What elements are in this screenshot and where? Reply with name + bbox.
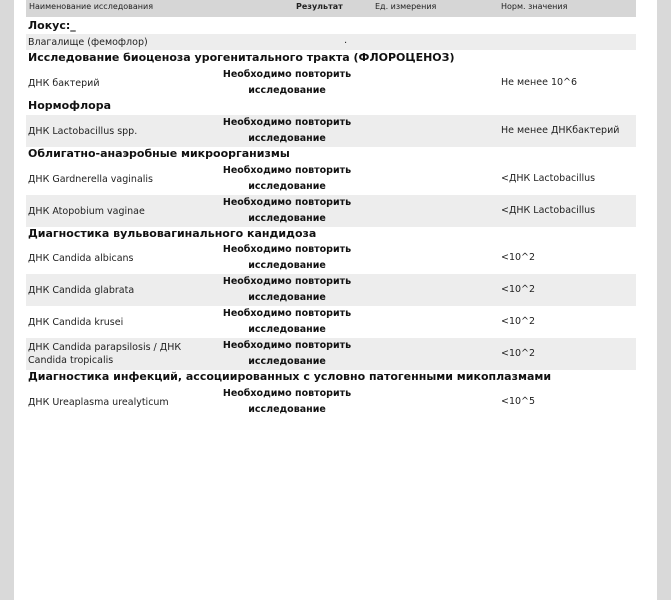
locus-row bbox=[26, 34, 636, 50]
row-norm: <ДНК Lactobacillus bbox=[501, 205, 596, 216]
row-result-line2: исследование bbox=[248, 404, 326, 415]
header-name-column: Наименование исследования bbox=[29, 2, 154, 11]
row-name: ДНК Lactobacillus spp. bbox=[28, 126, 138, 137]
row-result bbox=[210, 386, 364, 418]
section-mycoplasma: Диагностика инфекций, ассоциированных с условно патогенными микоплазмами bbox=[28, 370, 552, 383]
section-normoflora: Нормофлора bbox=[28, 99, 112, 112]
locus-label: Локус:_ bbox=[28, 19, 76, 32]
row-result-line1: Необходимо повторить bbox=[222, 117, 352, 128]
row-result-line1: Необходимо повторить bbox=[222, 69, 352, 80]
row-name-line1: ДНК Candida parapsilosis / ДНК bbox=[28, 342, 182, 353]
table-row bbox=[26, 115, 636, 147]
row-name: ДНК Gardnerella vaginalis bbox=[28, 174, 153, 185]
row-norm: <10^2 bbox=[501, 348, 536, 359]
row-result-line1: Необходимо повторить bbox=[222, 165, 352, 176]
row-norm: <10^2 bbox=[501, 284, 536, 295]
header-result-column: Результат bbox=[296, 2, 343, 11]
row-result-line1: Необходимо повторить bbox=[222, 197, 352, 208]
row-result-line2: исследование bbox=[248, 213, 326, 224]
section-biocenosis: Исследование биоценоза урогенитального тракта (ФЛОРОЦЕНОЗ) bbox=[28, 51, 455, 64]
table-row bbox=[26, 306, 636, 338]
row-name: ДНК Ureaplasma urealyticum bbox=[28, 397, 169, 408]
row-norm: Не менее ДНКбактерий bbox=[501, 125, 620, 136]
row-result-line1: Необходимо повторить bbox=[222, 388, 352, 399]
row-result bbox=[210, 163, 364, 195]
row-result-line1: Необходимо повторить bbox=[222, 340, 352, 351]
table-row bbox=[26, 67, 636, 99]
row-result bbox=[210, 306, 364, 338]
row-name: ДНК Candida albicans bbox=[28, 253, 134, 264]
row-name: ДНК Atopobium vaginae bbox=[28, 206, 145, 217]
row-result bbox=[210, 274, 364, 306]
row-result bbox=[210, 67, 364, 99]
row-result-line2: исследование bbox=[248, 85, 326, 96]
locus-result: . bbox=[344, 35, 348, 46]
row-result-line1: Необходимо повторить bbox=[222, 244, 352, 255]
row-result bbox=[210, 242, 364, 274]
row-name: ДНК бактерий bbox=[28, 78, 100, 89]
locus-value: Влагалище (фемофлор) bbox=[28, 37, 148, 48]
row-result bbox=[210, 338, 364, 370]
row-name bbox=[28, 341, 181, 367]
header-unit-column: Ед. измерения bbox=[375, 2, 437, 11]
table-row bbox=[26, 338, 636, 370]
row-result-line2: исследование bbox=[248, 356, 326, 367]
row-norm: <10^2 bbox=[501, 316, 536, 327]
row-norm: <ДНК Lactobacillus bbox=[501, 173, 596, 184]
table-row bbox=[26, 195, 636, 227]
row-result bbox=[210, 115, 364, 147]
row-norm: <10^2 bbox=[501, 252, 536, 263]
table-header bbox=[26, 0, 636, 17]
row-name: ДНК Candida glabrata bbox=[28, 285, 135, 296]
table-row bbox=[26, 242, 636, 274]
table-row bbox=[26, 163, 636, 195]
row-norm: <10^5 bbox=[501, 396, 536, 407]
row-result-line2: исследование bbox=[248, 292, 326, 303]
row-result bbox=[210, 195, 364, 227]
table-row bbox=[26, 274, 636, 306]
section-anaerobes: Облигатно-анаэробные микроорганизмы bbox=[28, 147, 290, 160]
row-norm: Не менее 10^6 bbox=[501, 77, 578, 88]
row-result-line2: исследование bbox=[248, 324, 326, 335]
row-result-line2: исследование bbox=[248, 133, 326, 144]
row-result-line2: исследование bbox=[248, 260, 326, 271]
row-result-line2: исследование bbox=[248, 181, 326, 192]
section-candida: Диагностика вульвовагинального кандидоза bbox=[28, 227, 317, 240]
header-norm-column: Норм. значения bbox=[501, 2, 568, 11]
row-name-line2: Candida tropicalis bbox=[28, 355, 114, 366]
row-result-line1: Необходимо повторить bbox=[222, 276, 352, 287]
row-result-line1: Необходимо повторить bbox=[222, 308, 352, 319]
row-name: ДНК Candida krusei bbox=[28, 317, 124, 328]
table-row bbox=[26, 386, 636, 418]
